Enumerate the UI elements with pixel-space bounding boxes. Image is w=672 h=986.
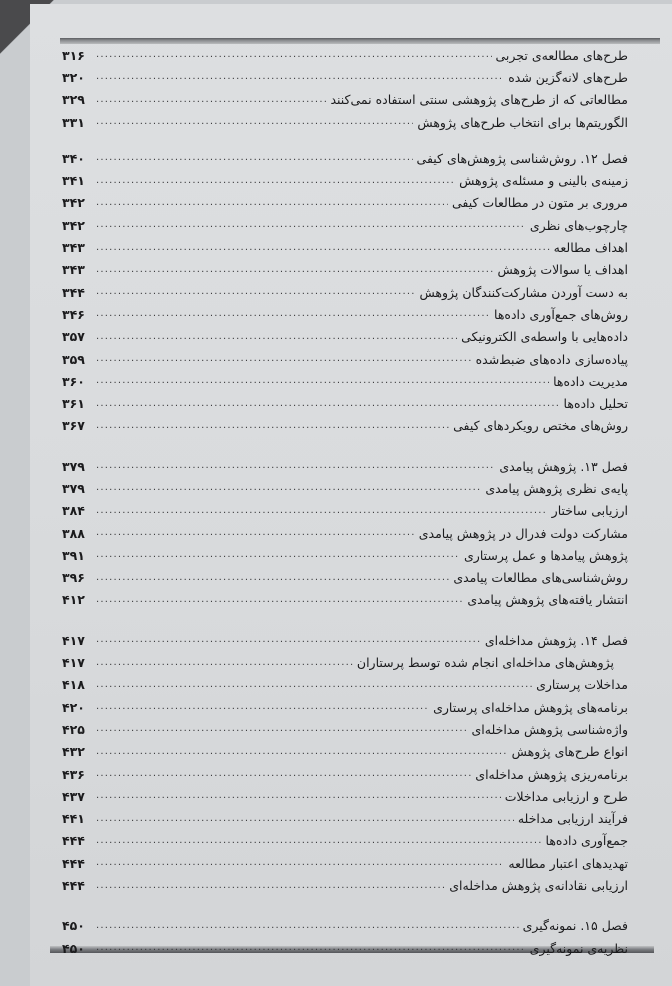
toc-entry-row <box>62 937 628 959</box>
toc-entry-title: فرآیند ارزیابی مداخله <box>517 811 628 827</box>
toc-entry-title: ارزیابی نقادانه‌ی پژوهش مداخله‌ای <box>449 878 628 894</box>
toc-entry-title: برنامه‌ریزی پژوهش مداخله‌ای <box>475 766 628 782</box>
toc-page-number: ۴۴۴ <box>62 855 85 871</box>
toc-leader-dots <box>96 702 429 712</box>
toc-entry-row <box>62 303 628 325</box>
toc-entry-row <box>62 192 628 214</box>
toc-chapter-row <box>62 915 628 937</box>
toc-entry-row <box>62 651 628 673</box>
toc-chapter-row <box>62 455 628 477</box>
toc-page-number: ۴۴۴ <box>62 833 85 849</box>
toc-entry-title: چارچوب‌های نظری <box>529 217 628 233</box>
toc-leader-dots <box>96 506 548 516</box>
toc-entry-row <box>62 111 628 133</box>
toc-leader-dots <box>96 153 413 163</box>
toc-entry-title: مشارکت دولت فدرال در پژوهش پیامدی <box>418 525 628 541</box>
toc-entry-title: مروری بر متون در مطالعات کیفی <box>451 195 628 211</box>
toc-entry-row <box>62 348 628 370</box>
toc-entry-title: ارزیابی ساختار <box>551 503 628 519</box>
section-gap <box>62 437 628 455</box>
toc-entry-row <box>62 169 628 191</box>
toc-page-number: ۴۳۲ <box>62 744 85 760</box>
toc-entry-row <box>62 674 628 696</box>
toc-page-number: ۳۷۹ <box>62 480 85 496</box>
toc-page-number: ۳۲۰ <box>62 69 85 85</box>
toc-entry-row <box>62 214 628 236</box>
toc-entry-row <box>62 830 628 852</box>
toc-leader-dots <box>96 769 471 779</box>
toc-page-number: ۳۴۳ <box>62 262 85 278</box>
toc-entry-title: تحلیل داده‌ها <box>563 396 628 412</box>
toc-page-number: ۴۵۰ <box>62 918 85 934</box>
toc-page-number: ۴۲۵ <box>62 721 85 737</box>
toc-leader-dots <box>96 376 549 386</box>
toc-page-number: ۴۱۲ <box>62 592 85 608</box>
toc-entry-row <box>62 259 628 281</box>
toc-page-number: ۳۳۱ <box>62 114 85 130</box>
toc-page-number: ۳۴۲ <box>62 217 85 233</box>
toc-page-number: ۴۱۷ <box>62 632 85 648</box>
toc-leader-dots <box>96 573 449 583</box>
toc-page-number: ۳۴۰ <box>62 150 85 166</box>
toc-leader-dots <box>96 528 415 538</box>
toc-entry-row <box>62 500 628 522</box>
toc-leader-dots <box>96 198 448 208</box>
toc-page-number: ۳۴۳ <box>62 240 85 256</box>
toc-entry-title: اهداف مطالعه <box>553 240 628 256</box>
toc-entry-title: روش‌های جمع‌آوری داده‌ها <box>494 306 628 322</box>
toc-page-number: ۳۶۰ <box>62 373 85 389</box>
toc-page-number: ۳۷۹ <box>62 458 85 474</box>
toc-page-number: ۳۴۴ <box>62 284 85 300</box>
toc-leader-dots <box>96 814 514 824</box>
toc-leader-dots <box>96 176 455 186</box>
toc-page-number: ۴۱۷ <box>62 655 85 671</box>
toc-leader-dots <box>96 117 413 127</box>
toc-leader-dots <box>96 72 504 82</box>
section-gap <box>62 133 628 147</box>
toc-leader-dots <box>96 836 542 846</box>
toc-entry-row <box>62 567 628 589</box>
toc-page-number: ۴۴۱ <box>62 811 85 827</box>
toc-chapter-row <box>62 629 628 651</box>
toc-entry-row <box>62 852 628 874</box>
toc-entry-title: پژوهش‌های مداخله‌ای انجام شده توسط پرستاران <box>356 655 614 671</box>
toc-entry-row <box>62 763 628 785</box>
toc-page-number: ۳۲۹ <box>62 92 85 108</box>
toc-entry-title: اهداف یا سوالات پژوهش <box>497 262 628 278</box>
toc-entry-row <box>62 477 628 499</box>
toc-leader-dots <box>96 483 481 493</box>
toc-chapter-title: فصل ۱۵. نمونه‌گیری <box>522 918 628 934</box>
toc-page-number: ۳۸۴ <box>62 503 85 519</box>
toc-leader-dots <box>96 550 460 560</box>
toc-entry-title: نظریه‌ی نمونه‌گیری <box>529 940 628 956</box>
toc-leader-dots <box>96 943 526 953</box>
toc-entry-title: انواع طرح‌های پژوهش <box>511 744 628 760</box>
toc-page-number: ۳۴۱ <box>62 173 85 189</box>
toc-leader-dots <box>96 354 472 364</box>
toc-entry-title: جمع‌آوری داده‌ها <box>545 833 628 849</box>
toc-leader-dots <box>96 95 326 105</box>
toc-entry-title: واژه‌شناسی پژوهش مداخله‌ای <box>471 721 628 737</box>
toc-leader-dots <box>96 791 501 801</box>
toc-page-number: ۳۱۶ <box>62 47 85 63</box>
toc-entry-row <box>62 589 628 611</box>
toc-page-number: ۴۳۶ <box>62 766 85 782</box>
toc-page-number: ۴۲۰ <box>62 699 85 715</box>
toc-entry-title: برنامه‌های پژوهش مداخله‌ای پرستاری <box>433 699 628 715</box>
toc-page-number: ۳۵۷ <box>62 329 85 345</box>
toc-entry-row <box>62 522 628 544</box>
toc-leader-dots <box>96 724 468 734</box>
toc-leader-dots <box>96 287 415 297</box>
toc-leader-dots <box>96 881 445 891</box>
toc-entry-title: پایه‌ی نظری پژوهش پیامدی <box>485 480 628 496</box>
toc-entry-title: طرح و ارزیابی مداخلات <box>504 788 628 804</box>
toc-entry-title: انتشار یافته‌های پژوهش پیامدی <box>467 592 628 608</box>
toc-page-number: ۴۳۷ <box>62 788 85 804</box>
table-of-contents <box>62 44 628 959</box>
toc-page-number: ۳۹۱ <box>62 547 85 563</box>
toc-leader-dots <box>96 921 519 931</box>
toc-leader-dots <box>96 332 457 342</box>
toc-page-number: ۳۶۷ <box>62 418 85 434</box>
toc-entry-title: طرح‌های مطالعه‌ی تجربی <box>495 47 628 63</box>
toc-entry-row <box>62 236 628 258</box>
toc-entry-title: طرح‌های لانه‌گزین شده <box>508 69 628 85</box>
toc-leader-dots <box>96 50 492 60</box>
toc-leader-dots <box>96 265 493 275</box>
toc-leader-dots <box>96 635 481 645</box>
toc-entry-row <box>62 326 628 348</box>
toc-chapter-title: فصل ۱۴. پژوهش مداخله‌ای <box>484 632 628 648</box>
toc-page-number: ۴۵۰ <box>62 940 85 956</box>
toc-entry-title: پیاده‌سازی داده‌های ضبط‌شده <box>475 351 628 367</box>
toc-entry-title: مطالعاتی که از طرح‌های پژوهشی سنتی استفاده نمی‌کنند <box>330 92 628 108</box>
toc-entry-title: مدیریت داده‌ها <box>553 373 628 389</box>
toc-entry-row <box>62 718 628 740</box>
toc-entry-title: روش‌های مختص رویکردهای کیفی <box>453 418 628 434</box>
section-gap <box>62 611 628 629</box>
toc-entry-row <box>62 392 628 414</box>
toc-entry-title: پژوهش پیامدها و عمل پرستاری <box>464 547 628 563</box>
toc-chapter-title: فصل ۱۳. پژوهش پیامدی <box>499 458 628 474</box>
toc-entry-title: مداخلات پرستاری <box>536 677 628 693</box>
toc-entry-row <box>62 696 628 718</box>
section-gap <box>62 897 628 915</box>
toc-chapter-title: فصل ۱۲. روش‌شناسی پژوهش‌های کیفی <box>416 150 628 166</box>
toc-leader-dots <box>96 421 449 431</box>
toc-entry-row <box>62 741 628 763</box>
toc-entry-row <box>62 808 628 830</box>
toc-entry-title: زمینه‌ی بالینی و مسئله‌ی پژوهش <box>459 173 628 189</box>
toc-leader-dots <box>96 309 490 319</box>
toc-chapter-row <box>62 147 628 169</box>
toc-page-number: ۴۱۸ <box>62 677 85 693</box>
toc-leader-dots <box>96 220 526 230</box>
toc-leader-dots <box>96 461 495 471</box>
toc-entry-row <box>62 370 628 392</box>
toc-entry-title: به دست آوردن مشارکت‌کنندگان پژوهش <box>419 284 628 300</box>
toc-leader-dots <box>96 680 532 690</box>
toc-entry-row <box>62 281 628 303</box>
toc-page-number: ۳۹۶ <box>62 570 85 586</box>
toc-entry-title: داده‌هایی با واسطه‌ی الکترونیکی <box>461 329 628 345</box>
toc-entry-title: الگوریتم‌ها برای انتخاب طرح‌های پژوهش <box>417 114 628 130</box>
toc-entry-row <box>62 415 628 437</box>
toc-leader-dots <box>96 858 504 868</box>
toc-entry-title: تهدیدهای اعتبار مطالعه <box>508 855 628 871</box>
toc-page-number: ۳۴۶ <box>62 306 85 322</box>
toc-page-number: ۴۴۴ <box>62 878 85 894</box>
toc-entry-row <box>62 66 628 88</box>
toc-entry-row <box>62 544 628 566</box>
toc-entry-row <box>62 44 628 66</box>
toc-entry-row <box>62 874 628 896</box>
toc-page-number: ۳۵۹ <box>62 351 85 367</box>
toc-entry-row <box>62 785 628 807</box>
toc-page-number: ۳۶۱ <box>62 396 85 412</box>
toc-page-number: ۳۴۲ <box>62 195 85 211</box>
toc-entry-title: روش‌شناسی‌های مطالعات پیامدی <box>453 570 628 586</box>
toc-entry-row <box>62 89 628 111</box>
toc-leader-dots <box>96 658 353 668</box>
toc-leader-dots <box>96 595 463 605</box>
toc-leader-dots <box>96 243 550 253</box>
toc-leader-dots <box>96 399 560 409</box>
toc-page-number: ۳۸۸ <box>62 525 85 541</box>
toc-leader-dots <box>96 747 508 757</box>
